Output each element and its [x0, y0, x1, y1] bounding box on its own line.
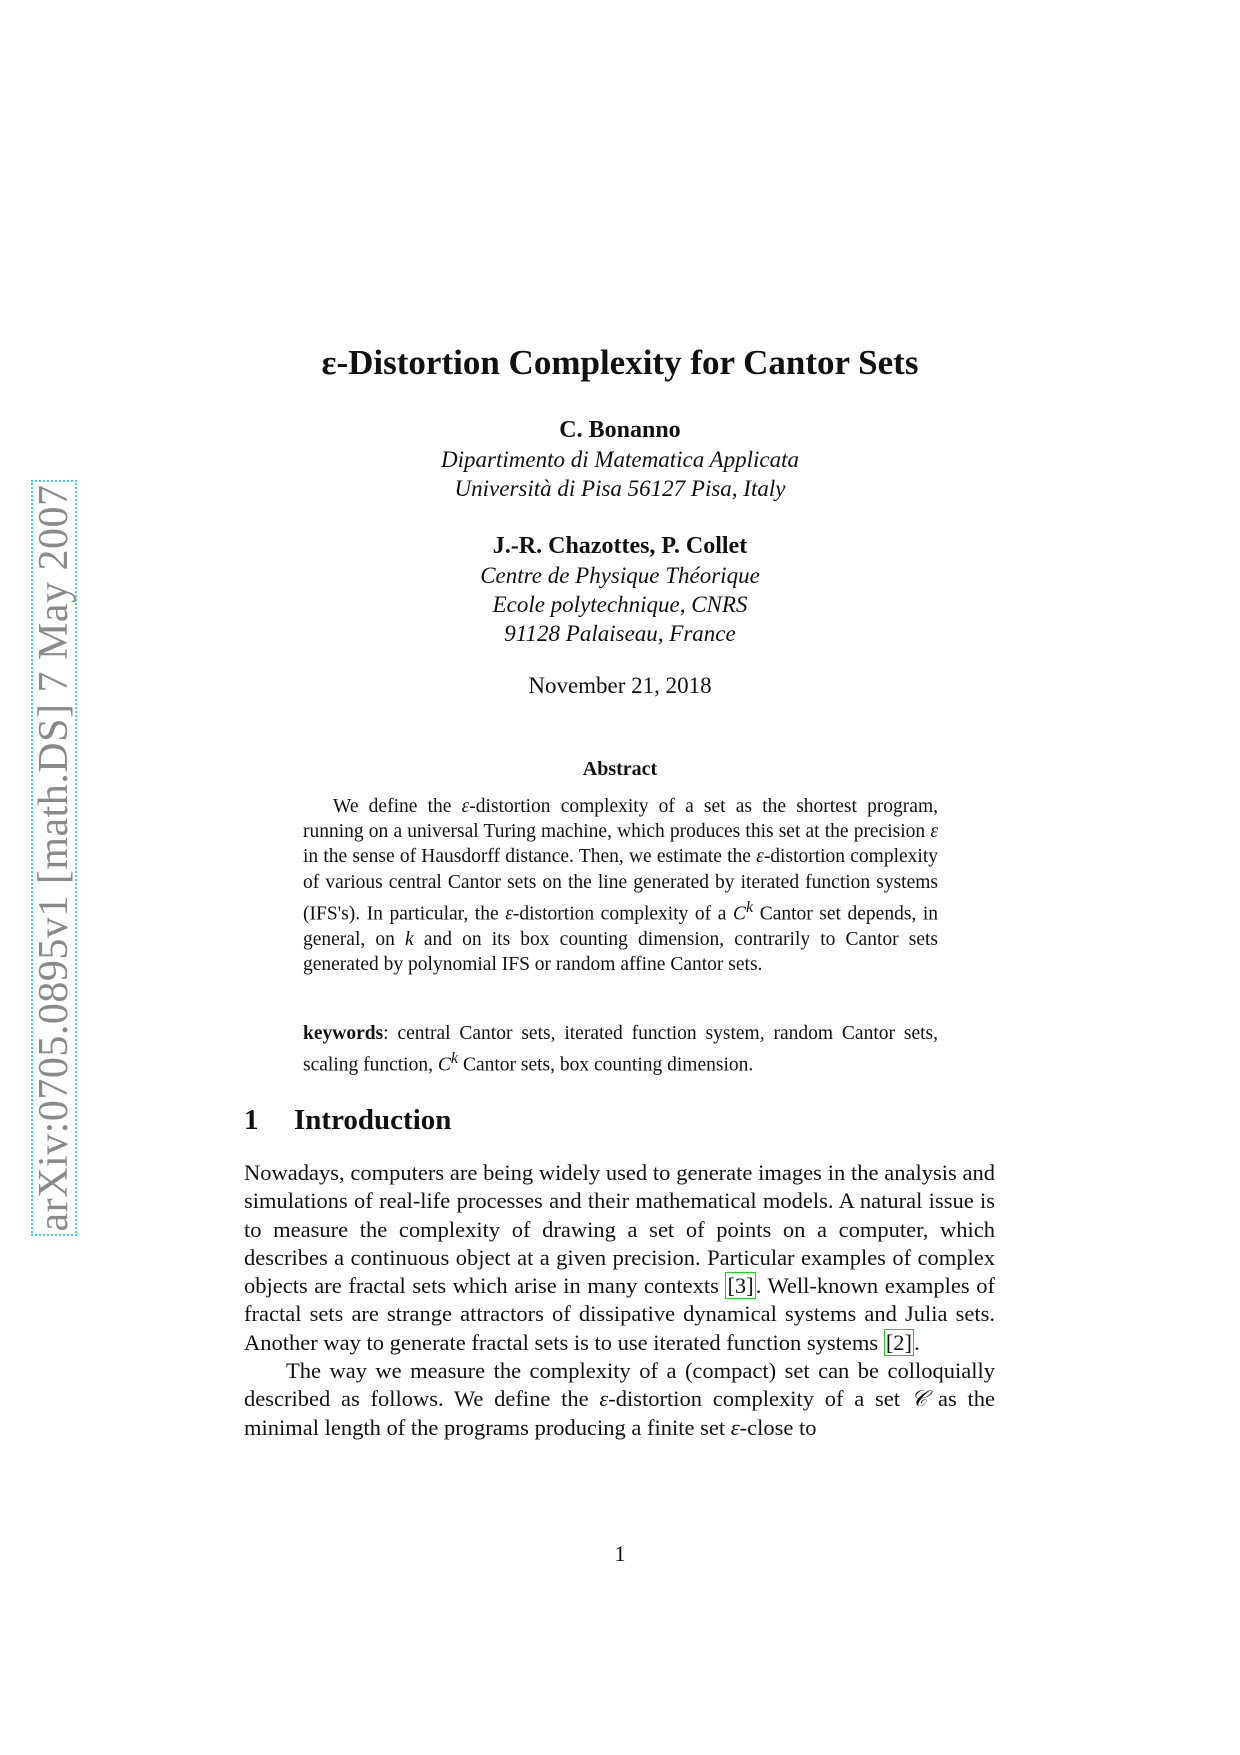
author-2-affiliation-line-2: Ecole polytechnique, CNRS [492, 592, 748, 617]
author-1-affiliation-line-2: Università di Pisa 56127 Pisa, Italy [454, 476, 786, 501]
arxiv-identifier-text: arXiv:0705.0895v1 [math.DS] 7 May 2007 [31, 484, 77, 1232]
abstract-text: We define the ε-distortion complexity of a set as the shortest program, running on a universal Turing machine, which produces this set at the precision ε in the sense of Hausdorff distance. Then, we estimate the ε-distortion complexity of various central Cantor sets on the line generated by iterated function systems (IFS's). In particular, the ε-distortion complexity of a $C^k$ Cantor set depends, in general, on k and on its box counting dimension, contrarily to Cantor sets generated by polynomial IFS or random affine Cantor sets. [303, 796, 938, 975]
author-1-affiliation-line-1: Dipartimento di Matematica Applicata [441, 447, 799, 472]
citation-link-2[interactable]: [2] [885, 1329, 913, 1355]
paper-title: ε-Distortion Complexity for Cantor Sets [321, 343, 919, 382]
author-1-name: C. Bonanno [559, 417, 681, 443]
section-title: Introduction [294, 1104, 452, 1136]
author-2-affiliation-line-3: 91128 Palaiseau, France [504, 621, 736, 646]
section-number: 1 [244, 1104, 259, 1136]
paper-date: November 21, 2018 [528, 673, 712, 698]
author-2-names: J.-R. Chazottes, P. Collet [492, 533, 748, 559]
intro-paragraph-1: Nowadays, computers are being widely used to generate images in the analysis and simulations of real-life processes and their mathematical models. A natural issue is to measure the complexity of drawing a set of points on a computer, which describes a continuous object at a given precision. Particular examples of complex objects are fractal sets which arise in many contexts [3]. Well-known examples of fractal sets are strange attractors of dissipative dynamical systems and Julia sets. Another way to generate fractal sets is to use iterated function systems [2]. [244, 1160, 995, 1355]
author-2-affiliation-line-1: Centre de Physique Théorique [480, 563, 760, 588]
page-number: 1 [614, 1541, 626, 1566]
introduction-body [244, 1159, 995, 1442]
section-heading-introduction [244, 1104, 451, 1137]
abstract-heading: Abstract [582, 758, 658, 780]
intro-paragraph-2: The way we measure the complexity of a (compact) set can be colloquially described as follows. We define the ε-distortion complexity of a set 𝒞 as the minimal length of the programs producing a finite set ε-close to [244, 1358, 995, 1440]
keywords-label: keywords [303, 1023, 384, 1044]
keywords-block: keywords: central Cantor sets, iterated function system, random Cantor sets, scaling function, $C^k$ Cantor sets, box counting dimension. [303, 1023, 938, 1076]
citation-link-3[interactable]: [3] [727, 1273, 754, 1299]
